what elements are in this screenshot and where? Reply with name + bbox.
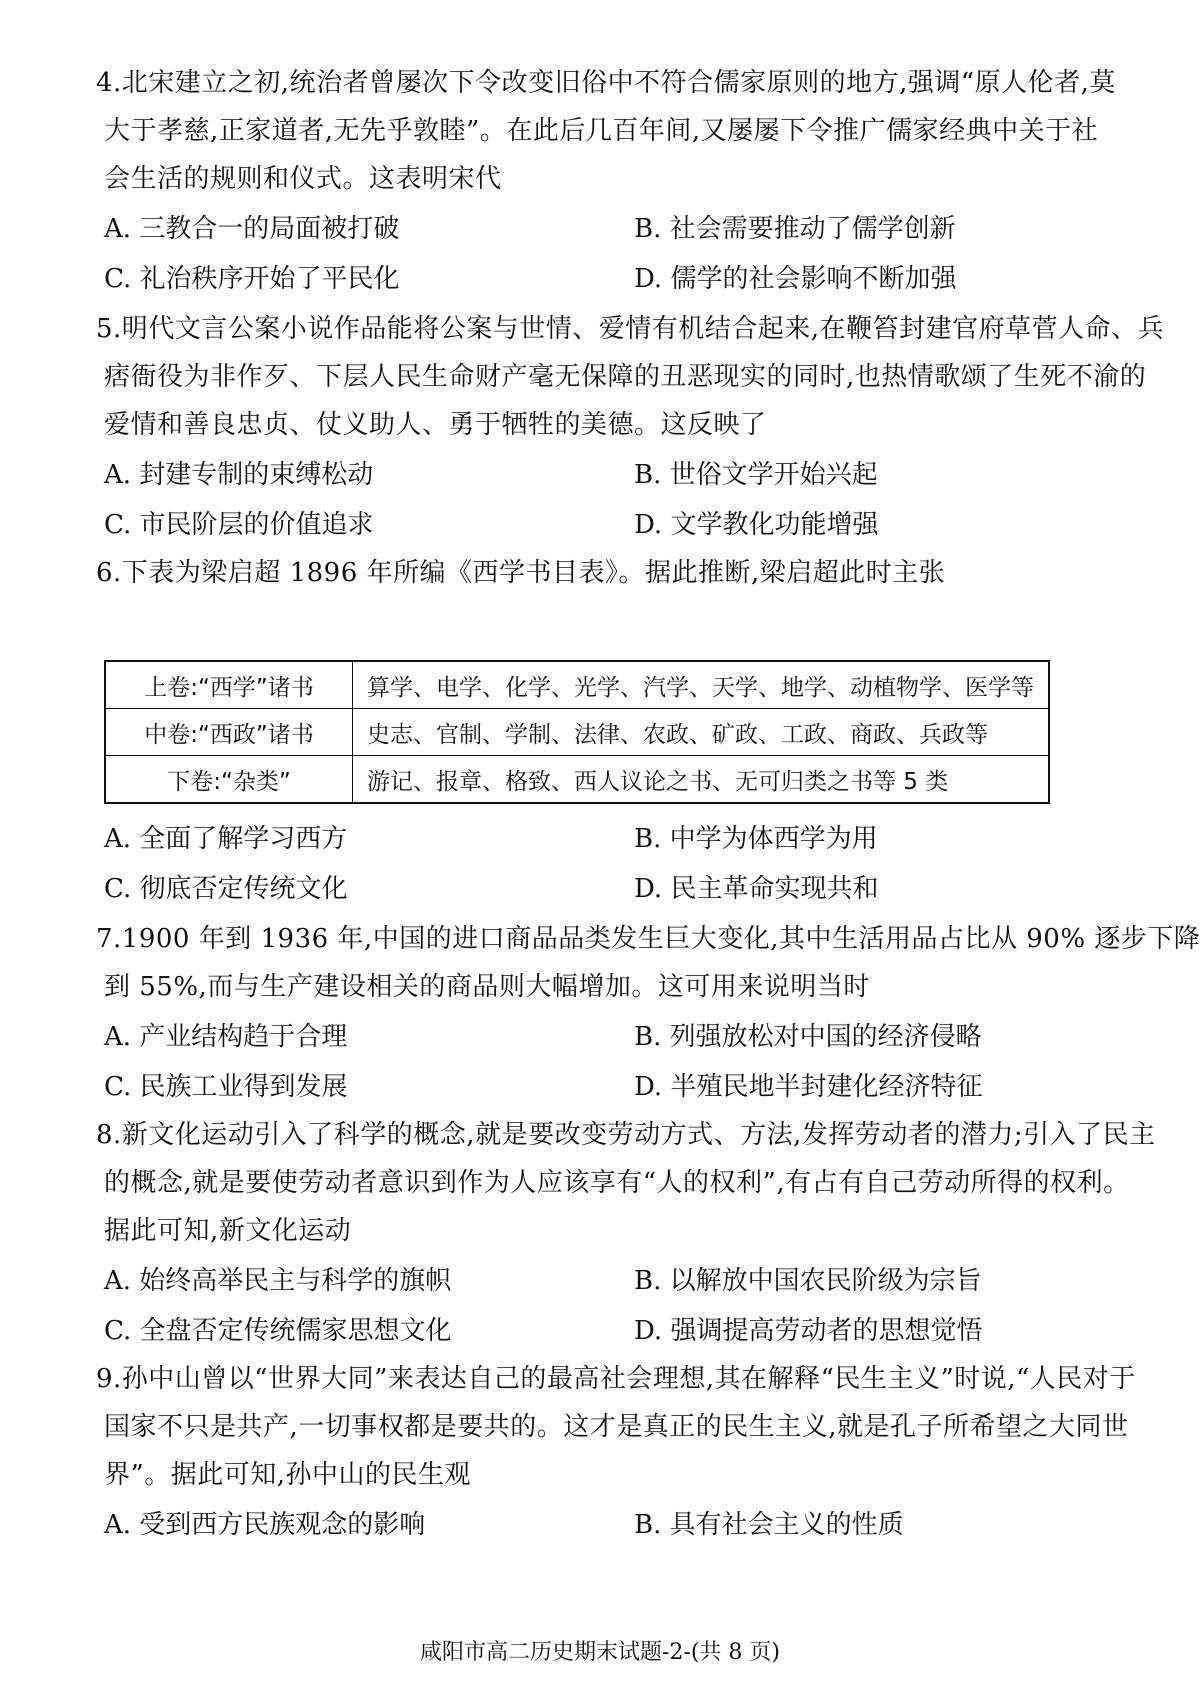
q5-stem-line-1: 5.明代文言公案小说作品能将公案与世情、爱情有机结合起来,在鞭笞封建官府草菅人命、兵 <box>96 314 1165 344</box>
q9-option-a: A. 受到西方民族观念的影响 <box>104 1510 426 1540</box>
table-row <box>105 661 1049 709</box>
q9-option-b: B. 具有社会主义的性质 <box>634 1510 904 1540</box>
q4-option-d: D. 儒学的社会影响不断加强 <box>634 264 957 294</box>
q8-stem-line-2: 的概念,就是要使劳动者意识到作为人应该享有“人的权利”,有占有自己劳动所得的权利。 <box>104 1168 1130 1198</box>
table-row <box>105 756 1049 804</box>
q4-option-b: B. 社会需要推动了儒学创新 <box>634 214 956 244</box>
q7-stem-line-2: 到 55%,而与生产建设相关的商品则大幅增加。这可用来说明当时 <box>104 972 870 1002</box>
q7-option-a: A. 产业结构趋于合理 <box>104 1022 348 1052</box>
q6-option-d: D. 民主革命实现共和 <box>634 874 879 904</box>
q8-stem-line-1: 8.新文化运动引入了科学的概念,就是要改变劳动方式、方法,发挥劳动者的潜力;引入了民主 <box>96 1120 1156 1150</box>
q8-option-d: D. 强调提高劳动者的思想觉悟 <box>634 1316 983 1346</box>
q5-option-b: B. 世俗文学开始兴起 <box>634 460 878 490</box>
q5-stem-line-3: 爱情和善良忠贞、仗义助人、勇于牺牲的美德。这反映了 <box>104 410 767 440</box>
table-cell-contents: 游记、报章、格致、西人议论之书、无可归类之书等 5 类 <box>353 756 1050 804</box>
q7-option-c: C. 民族工业得到发展 <box>104 1072 348 1102</box>
q4-stem-line-1: 4.北宋建立之初,统治者曾屡次下令改变旧俗中不符合儒家原则的地方,强调“原人伦者,莫 <box>96 68 1116 98</box>
table-cell-contents: 史志、官制、学制、法律、农政、矿政、工政、商政、兵政等 <box>353 709 1050 756</box>
q5-option-a: A. 封建专制的束缚松动 <box>104 460 374 490</box>
q4-stem-line-3: 会生活的规则和仪式。这表明宋代 <box>104 164 502 194</box>
q5-option-d: D. 文学教化功能增强 <box>634 510 879 540</box>
q6-option-a: A. 全面了解学习西方 <box>104 824 348 854</box>
q7-option-b: B. 列强放松对中国的经济侵略 <box>634 1022 982 1052</box>
q8-option-b: B. 以解放中国农民阶级为宗旨 <box>634 1266 982 1296</box>
page-footer: 咸阳市高二历史期末试题-2-(共 8 页) <box>419 1640 780 1665</box>
table-cell-volume: 下卷:“杂类” <box>105 756 353 804</box>
table-cell-contents: 算学、电学、化学、光学、汽学、天学、地学、动植物学、医学等 <box>353 661 1050 709</box>
book-catalog-table <box>104 660 1050 804</box>
q5-option-c: C. 市民阶层的价值追求 <box>104 510 374 540</box>
q6-option-b: B. 中学为体西学为用 <box>634 824 878 854</box>
q8-option-a: A. 始终高举民主与科学的旗帜 <box>104 1266 452 1296</box>
q7-option-d: D. 半殖民地半封建化经济特征 <box>634 1072 983 1102</box>
q4-option-a: A. 三教合一的局面被打破 <box>104 214 400 244</box>
q7-stem-line-1: 7.1900 年到 1936 年,中国的进口商品品类发生巨大变化,其中生活用品占比从 90% 逐步下降 <box>96 924 1200 954</box>
q9-stem-line-2: 国家不只是共产,一切事权都是要共的。这才是真正的民生主义,就是孔子所希望之大同世 <box>104 1412 1129 1442</box>
q4-stem-line-2: 大于孝慈,正家道者,无先乎敦睦”。在此后几百年间,又屡屡下令推广儒家经典中关于社 <box>104 116 1099 146</box>
table-cell-volume: 中卷:“西政”诸书 <box>105 709 353 756</box>
q4-option-c: C. 礼治秩序开始了平民化 <box>104 264 400 294</box>
q8-stem-line-3: 据此可知,新文化运动 <box>104 1216 352 1246</box>
table-row <box>105 709 1049 756</box>
q9-stem-line-1: 9.孙中山曾以“世界大同”来表达自己的最高社会理想,其在解释“民生主义”时说,“人民对于 <box>96 1364 1136 1394</box>
q6-stem-line-1: 6.下表为梁启超 1896 年所编《西学书目表》。据此推断,梁启超此时主张 <box>96 558 946 588</box>
q8-option-c: C. 全盘否定传统儒家思想文化 <box>104 1316 452 1346</box>
q6-option-c: C. 彻底否定传统文化 <box>104 874 348 904</box>
q9-stem-line-3: 界”。据此可知,孙中山的民生观 <box>104 1460 472 1490</box>
q5-stem-line-2: 痞衙役为非作歹、下层人民生命财产毫无保障的丑恶现实的同时,也热情歌颂了生死不渝的 <box>104 362 1147 392</box>
table-cell-volume: 上卷:“西学”诸书 <box>105 661 353 709</box>
